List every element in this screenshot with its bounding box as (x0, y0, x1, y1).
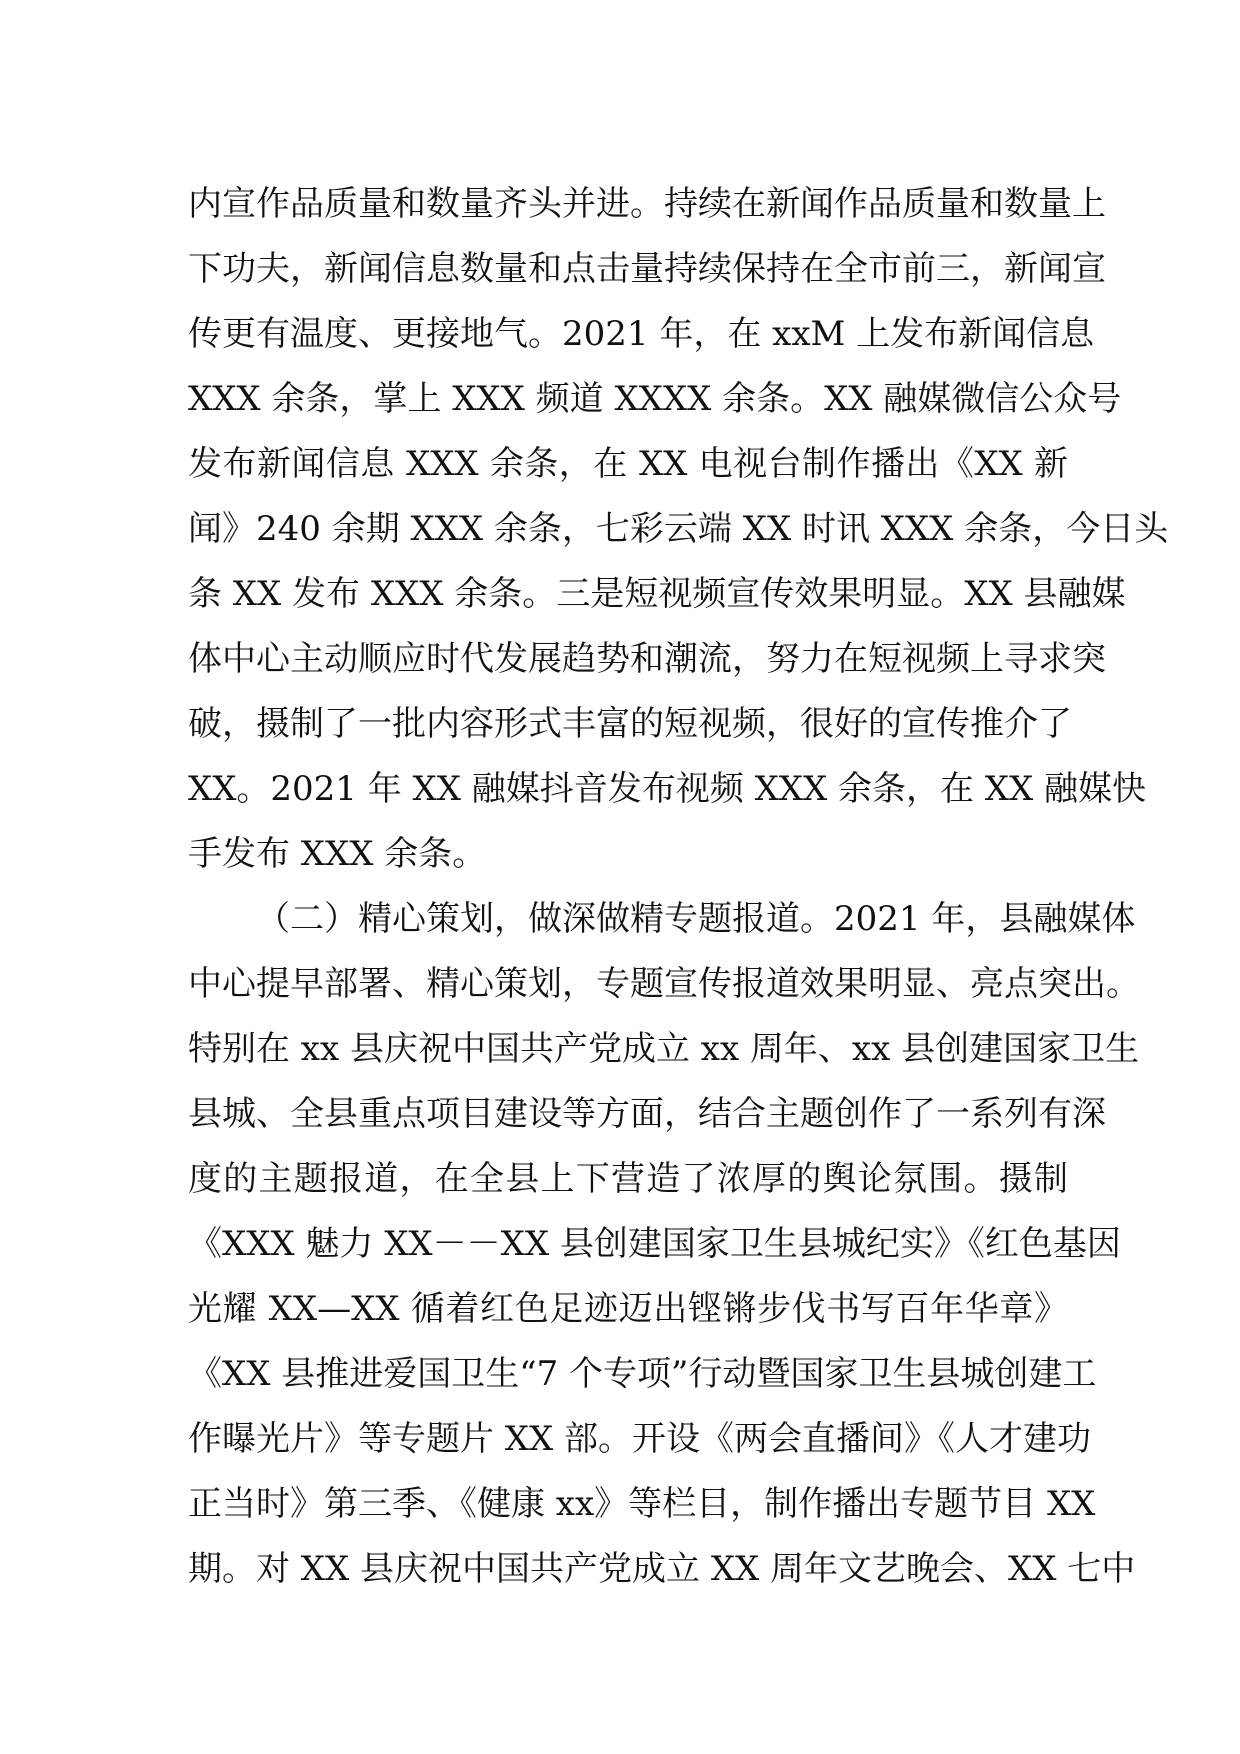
text-line: 传更有温度、更接地气。2021 年，在 xxM 上发布新闻信息 (188, 314, 1095, 354)
text-line: 作曝光片》等专题片 XX 部。开设《两会直播间》《人才建功 (188, 1419, 1092, 1459)
text-line: 正当时》第三季、《健康 xx》等栏目，制作播出专题节目 XX (188, 1484, 1096, 1524)
text-line: 期。对 XX 县庆祝中国共产党成立 XX 周年文艺晚会、XX 七中 (188, 1549, 1136, 1589)
text-line: 光耀 XX—XX 循着红色足迹迈出铿锵步伐书写百年华章》 (188, 1289, 1068, 1329)
text-line: 手发布 XXX 余条。 (188, 834, 487, 874)
text-line: 《XXX 魅力 XX－－XX 县创建国家卫生县城纪实》《红色基因 (188, 1224, 1121, 1264)
text-line: 闻》240 余期 XXX 余条，七彩云端 XX 时讯 XXX 余条，今日头 (188, 509, 1169, 549)
paragraph-2 (188, 887, 1140, 1602)
text-line: （二）精心策划，做深做精专题报道。2021 年，县融媒体 (256, 899, 1136, 939)
text-line: 度的主题报道，在全县上下营造了浓厚的舆论氛围。摄制 (188, 1159, 1068, 1199)
text-line: 《XX 县推进爱国卫生“7 个专项”行动暨国家卫生县城创建工 (188, 1354, 1097, 1394)
document-body (188, 172, 1169, 1602)
text-line: 条 XX 发布 XXX 余条。三是短视频宣传效果明显。XX 县融媒 (188, 574, 1126, 614)
text-line: 内宣作品质量和数量齐头并进。持续在新闻作品质量和数量上 (188, 184, 1106, 224)
text-line: 特别在 xx 县庆祝中国共产党成立 xx 周年、xx 县创建国家卫生 (188, 1029, 1140, 1069)
text-line: XX。2021 年 XX 融媒抖音发布视频 XXX 余条，在 XX 融媒快 (188, 769, 1147, 809)
text-line: 发布新闻信息 XXX 余条，在 XX 电视台制作播出《XX 新 (188, 444, 1068, 484)
text-line: 中心提早部署、精心策划，专题宣传报道效果明显、亮点突出。 (188, 964, 1140, 1004)
text-line: 破，摄制了一批内容形式丰富的短视频，很好的宣传推介了 (188, 704, 1072, 744)
paragraph-1 (188, 172, 1169, 887)
text-line: 县城、全县重点项目建设等方面，结合主题创作了一系列有深 (188, 1094, 1106, 1134)
text-line: 下功夫，新闻信息数量和点击量持续保持在全市前三，新闻宣 (188, 249, 1106, 289)
text-line: 体中心主动顺应时代发展趋势和潮流，努力在短视频上寻求突 (188, 639, 1106, 679)
text-line: XXX 余条，掌上 XXX 频道 XXXX 余条。XX 融媒微信公众号 (188, 379, 1122, 419)
